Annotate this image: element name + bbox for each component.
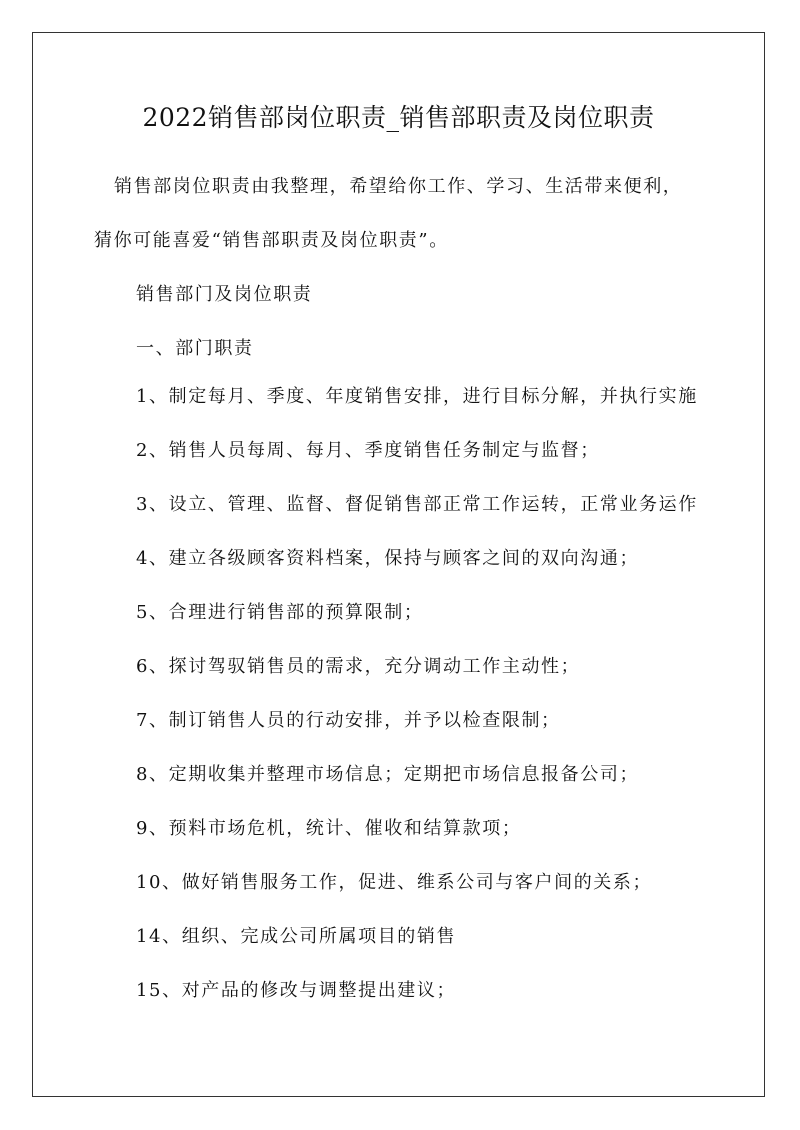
list-item: 4、建立各级顾客资料档案，保持与顾客之间的双向沟通；	[136, 548, 640, 569]
list-item: 7、制订销售人员的行动安排，并予以检查限制；	[136, 710, 561, 731]
section-heading: 销售部门及岗位职责	[136, 284, 313, 305]
subsection-heading: 一、部门职责	[136, 338, 254, 359]
list-item: 2、销售人员每周、每月、季度销售任务制定与监督；	[136, 440, 600, 461]
list-item: 8、定期收集并整理市场信息；定期把市场信息报备公司；	[136, 764, 640, 785]
list-item: 1、制定每月、季度、年度销售安排，进行目标分解，并执行实施	[136, 386, 698, 407]
list-item: 15、对产品的修改与调整提出建议；	[136, 980, 457, 1001]
list-item: 3、设立、管理、监督、督促销售部正常工作运转，正常业务运作	[136, 494, 698, 515]
list-item: 10、做好销售服务工作，促进、维系公司与客户间的关系；	[136, 872, 653, 893]
list-item: 5、合理进行销售部的预算限制；	[136, 602, 424, 623]
document-title: 2022销售部岗位职责_销售部职责及岗位职责	[142, 103, 655, 132]
list-item: 6、探讨驾驭销售员的需求，充分调动工作主动性；	[136, 656, 581, 677]
intro-line-2: 猜你可能喜爱“销售部职责及岗位职责”。	[94, 230, 449, 251]
list-item: 9、预料市场危机，统计、催收和结算款项；	[136, 818, 522, 839]
intro-line-1: 销售部岗位职责由我整理，希望给你工作、学习、生活带来便利，	[114, 176, 683, 197]
list-item: 14、组织、完成公司所属项目的销售	[136, 926, 457, 947]
